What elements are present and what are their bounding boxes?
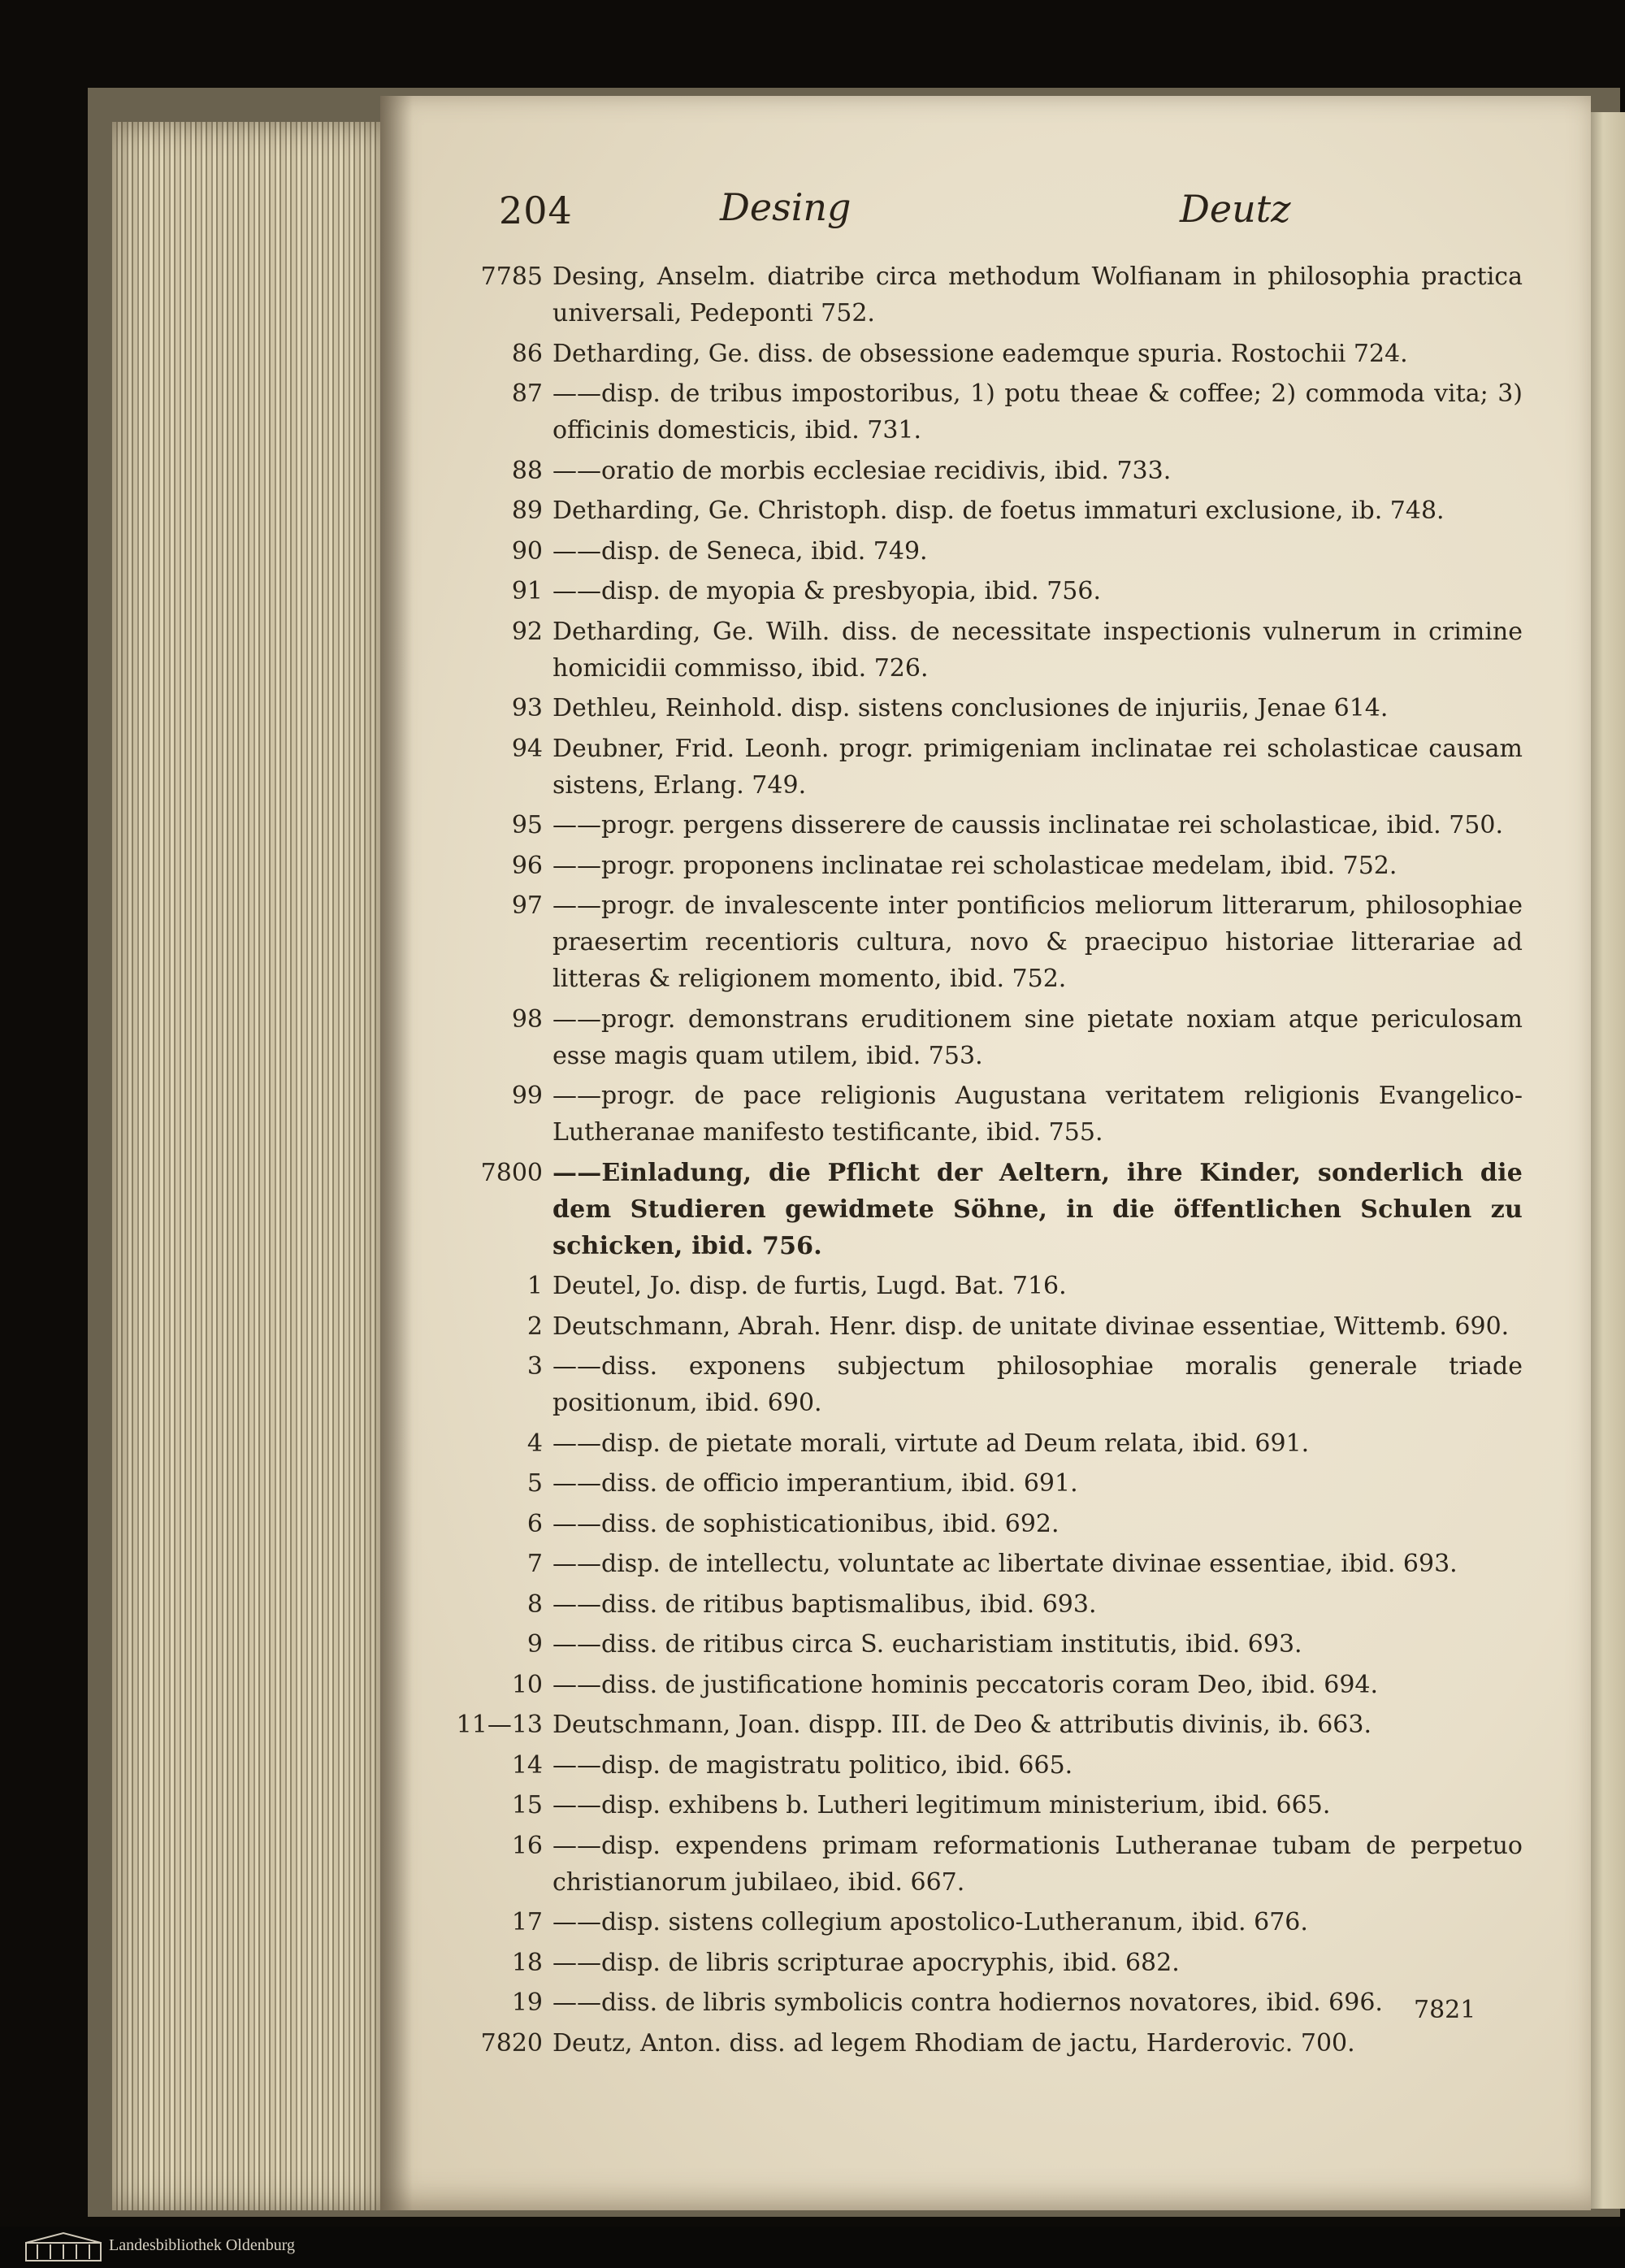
entry-text: Dethleu, Reinhold. disp. sistens conclusiones de injuriis, Jenae 614.: [552, 694, 1389, 722]
page-stack-edge: [112, 122, 387, 2210]
catalog-entry: [466, 1984, 1523, 2021]
entry-text: ——disp. de tribus impostoribus, 1) potu theae & coffee; 2) commoda vita; 3) officinis domesticis, ibid. 731.: [552, 379, 1523, 444]
catalog-entry: [466, 614, 1523, 687]
running-head-right: Deutz: [1180, 187, 1291, 231]
catalog-entry: [466, 1667, 1523, 1703]
catalog-entry: [466, 1747, 1523, 1784]
catalog-entry: [466, 336, 1523, 372]
entry-text: ——diss. de ritibus circa S. eucharistiam institutis, ibid. 693.: [552, 1630, 1302, 1659]
catalog-entry: [466, 1626, 1523, 1663]
entry-text: Deubner, Frid. Leonh. progr. primigeniam inclinatae rei scholasticae causam sistens, Erlang. 749.: [552, 734, 1523, 800]
entry-number: 87: [511, 379, 543, 408]
entry-number: 94: [511, 734, 543, 763]
entry-text: ——diss. de libris symbolicis contra hodiernos novatores, ibid. 696.: [552, 1988, 1383, 2017]
catalog-entry: [466, 492, 1523, 529]
catalog-entries: [456, 258, 1523, 2065]
entry-text: Detharding, Ge. Wilh. diss. de necessitate inspectionis vulnerum in crimine homicidii commisso, ibid. 726.: [552, 617, 1523, 683]
catalog-entry: [466, 533, 1523, 570]
spine-shadow: [380, 96, 413, 2210]
entry-number: 98: [511, 1004, 543, 1034]
catalog-entry: [466, 1828, 1523, 1901]
catalog-entry: [466, 573, 1523, 609]
catalog-entry: [466, 731, 1523, 804]
catalog-entry: [466, 1506, 1523, 1542]
catalog-entry: [466, 1465, 1523, 1502]
entry-text: Deutschmann, Joan. dispp. III. de Deo & attributis divinis, ib. 663.: [552, 1711, 1372, 1739]
entry-number: 15: [511, 1791, 543, 1819]
catalog-entry: [466, 1546, 1523, 1582]
catalog-entry: [466, 375, 1523, 449]
entry-number: 1: [526, 1272, 543, 1300]
entry-number: 16: [511, 1831, 543, 1860]
catalog-entry: [466, 1945, 1523, 1981]
running-head-left: Desing: [720, 185, 852, 229]
entry-number: 88: [511, 456, 543, 485]
facing-page-edge: [1588, 112, 1625, 2209]
catchword: 7821: [1414, 1996, 1476, 2024]
catalog-entry: [466, 1787, 1523, 1824]
entry-text: ——diss. de officio imperantium, ibid. 691.: [552, 1469, 1078, 1498]
entry-number: 4: [526, 1429, 543, 1458]
catalog-entry: [466, 848, 1523, 884]
entry-text: ——disp. de libris scripturae apocryphis, ibid. 682.: [552, 1948, 1180, 1977]
catalog-entry: [466, 690, 1523, 726]
entry-text: ——diss. exponens subjectum philosophiae moralis generale triade positionum, ibid. 690.: [552, 1352, 1523, 1417]
entry-number: 97: [511, 891, 543, 920]
catalog-entry: [466, 1348, 1523, 1421]
entry-text: ——progr. demonstrans eruditionem sine pietate noxiam atque periculosam esse magis quam utilem, ibid. 753.: [552, 1004, 1523, 1070]
entry-text: ——progr. proponens inclinatae rei scholasticae medelam, ibid. 752.: [552, 851, 1398, 880]
entry-number: 92: [511, 617, 543, 646]
catalog-entry: [466, 1268, 1523, 1304]
library-building-icon: [24, 2231, 102, 2262]
entry-text: ——progr. pergens disserere de caussis inclinatae rei scholasticae, ibid. 750.: [552, 811, 1503, 839]
entry-number: 99: [511, 1082, 543, 1110]
entry-text: ——disp. de magistratu politico, ibid. 665.: [552, 1750, 1073, 1780]
catalog-entry: [466, 807, 1523, 843]
entry-number: 8: [526, 1589, 543, 1619]
entry-text: ——disp. de pietate morali, virtute ad Deum relata, ibid. 691.: [552, 1429, 1310, 1458]
entry-number: 2: [526, 1312, 543, 1341]
entry-number: 6: [526, 1509, 543, 1538]
entry-text: Desing, Anselm. diatribe circa methodum Wolfianam in philosophia practica universali, Pedeponti 752.: [552, 262, 1523, 327]
catalog-entry: [466, 1904, 1523, 1941]
entry-number: 18: [511, 1948, 543, 1977]
entry-number: 7820: [480, 2028, 543, 2058]
entry-text: ——progr. de invalescente inter pontificios meliorum litterarum, philosophiae praesertim recentioris cultura, novo & praecipuo historiae litterariae ad litteras & religionem momento, ibid. 752.: [552, 891, 1523, 993]
entry-number: 10: [511, 1670, 543, 1699]
catalog-entry: [466, 258, 1523, 332]
entry-text: ——Einladung, die Pflicht der Aeltern, ihre Kinder, sonderlich die dem Studieren gewidmete Söhne, in die öffentlichen Schulen zu schicken, ibid. 756.: [552, 1158, 1523, 1260]
catalog-entry: [466, 1078, 1523, 1151]
page-number: 204: [499, 189, 573, 232]
entry-number: 5: [526, 1469, 543, 1498]
catalog-entry: [466, 1001, 1523, 1074]
entry-number: 7785: [480, 262, 543, 291]
entry-number: 90: [511, 536, 543, 566]
entry-number: 17: [511, 1908, 543, 1936]
entry-number: 11—13: [456, 1711, 543, 1739]
catalog-entry: [466, 2025, 1523, 2062]
entry-text: ——disp. sistens collegium apostolico-Lutheranum, ibid. 676.: [552, 1908, 1308, 1936]
entry-number: 7: [526, 1550, 543, 1578]
entry-text: Detharding, Ge. Christoph. disp. de foetus immaturi exclusione, ib. 748.: [552, 497, 1445, 525]
entry-number: 91: [511, 577, 543, 605]
entry-number: 95: [511, 811, 543, 839]
catalog-entry: [466, 1155, 1523, 1264]
entry-number: 14: [511, 1750, 543, 1780]
entry-text: ——disp. exhibens b. Lutheri legitimum ministerium, ibid. 665.: [552, 1791, 1331, 1819]
catalog-entry: [466, 887, 1523, 997]
entry-number: 96: [511, 851, 543, 880]
entry-text: ——oratio de morbis ecclesiae recidivis, ibid. 733.: [552, 456, 1172, 485]
entry-text: ——disp. de intellectu, voluntate ac libertate divinae essentiae, ibid. 693.: [552, 1550, 1458, 1578]
entry-number: 7800: [480, 1158, 543, 1187]
entry-number: 89: [511, 497, 543, 525]
entry-number: 9: [526, 1630, 543, 1659]
catalog-entry: [456, 1706, 1523, 1743]
entry-text: ——disp. expendens primam reformationis Lutheranae tubam de perpetuo christianorum jubilaeo, ibid. 667.: [552, 1831, 1523, 1897]
entry-text: ——diss. de sophisticationibus, ibid. 692.: [552, 1509, 1060, 1538]
entry-number: 3: [526, 1352, 543, 1381]
catalog-entry: [466, 453, 1523, 489]
entry-number: 93: [511, 694, 543, 722]
entry-text: Detharding, Ge. diss. de obsessione eademque spuria. Rostochii 724.: [552, 339, 1408, 368]
entry-text: Deutschmann, Abrah. Henr. disp. de unitate divinae essentiae, Wittemb. 690.: [552, 1312, 1510, 1341]
catalog-entry: [466, 1425, 1523, 1462]
library-name: Landesbibliothek Oldenburg: [109, 2236, 296, 2254]
entry-text: ——disp. de myopia & presbyopia, ibid. 756.: [552, 577, 1102, 605]
entry-text: ——diss. de ritibus baptismalibus, ibid. 693.: [552, 1589, 1097, 1619]
catalog-entry: [466, 1308, 1523, 1345]
catalog-entry: [466, 1586, 1523, 1623]
entry-text: ——progr. de pace religionis Augustana veritatem religionis Evangelico-Lutheranae manifesto testificante, ibid. 755.: [552, 1082, 1523, 1147]
entry-number: 86: [511, 339, 543, 368]
entry-text: Deutel, Jo. disp. de furtis, Lugd. Bat. 716.: [552, 1272, 1067, 1300]
entry-text: Deutz, Anton. diss. ad legem Rhodiam de jactu, Harderovic. 700.: [552, 2028, 1355, 2058]
entry-number: 19: [511, 1988, 543, 2017]
entry-text: ——diss. de justificatione hominis peccatoris coram Deo, ibid. 694.: [552, 1670, 1379, 1699]
entry-text: ——disp. de Seneca, ibid. 749.: [552, 536, 928, 566]
